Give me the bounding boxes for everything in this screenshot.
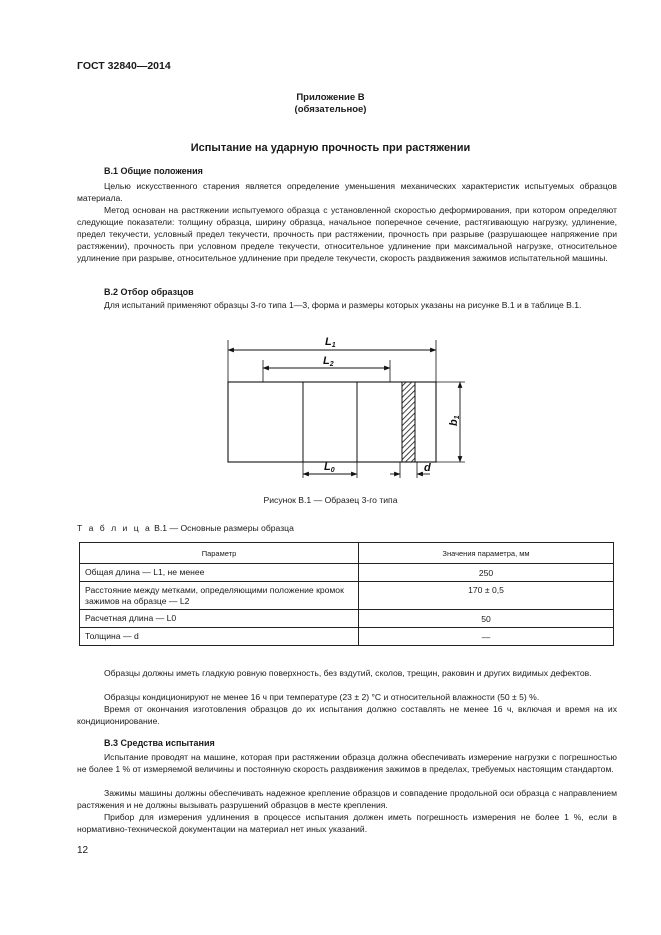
table-cell-value: 170 ± 0,5	[359, 582, 614, 610]
document-header: ГОСТ 32840—2014	[77, 60, 171, 72]
label-d: d	[424, 462, 431, 474]
table-caption-prefix: Т а б л и ц а	[77, 523, 152, 533]
section-b1-paragraph-1: Целью искусственного старения является определение уменьшения механических характеристик испытуемых образцов материала.	[77, 181, 617, 203]
specimen-figure	[220, 330, 470, 490]
dimensions-table	[79, 542, 614, 646]
table-row	[80, 582, 614, 610]
table-header-value: Значения параметра, мм	[359, 543, 614, 564]
section-b2-paragraph-1: Для испытаний применяют образцы 3-го типа 1—3, форма и размеры которых указаны на рисунке В.1 и в таблице В.1.	[104, 300, 582, 310]
label-l0: L0	[324, 461, 335, 474]
section-b3-paragraph-2: Зажимы машины должны обеспечивать надежное крепление образцов и совпадение продольной оси образца с направлением растяжения и не должны вызывать разрушений образцов в месте крепления.	[77, 788, 617, 810]
label-l2: L2	[323, 355, 334, 368]
appendix-status: (обязательное)	[294, 104, 367, 115]
section-b2-heading: В.2 Отбор образцов	[104, 287, 194, 297]
table-caption-text: В.1 — Основные размеры образца	[151, 523, 294, 533]
table-row	[80, 628, 614, 646]
section-b3-paragraph-3: Прибор для измерения удлинения в процессе испытания должен иметь погрешность измерения не более 1 %, если в нормативно-технической документации на материал нет иных указаний.	[77, 812, 617, 834]
section-b1-heading: В.1 Общие положения	[104, 166, 203, 176]
page-number: 12	[77, 845, 89, 856]
table-cell-parameter: Общая длина — L1, не менее	[80, 564, 359, 582]
table-header-row	[80, 543, 614, 564]
table-caption	[77, 523, 294, 533]
table-cell-parameter: Расстояние между метками, определяющими положение кромок зажимов на образце — L2	[80, 582, 359, 610]
section-b2-after-paragraph-3: Время от окончания изготовления образцов до их испытания должно составлять не менее 16 ч, включая и время на их кондиционирование.	[77, 704, 617, 726]
extension-lines	[228, 340, 465, 478]
table-header-parameter: Параметр	[80, 543, 359, 564]
main-title: Испытание на ударную прочность при растяжении	[190, 142, 471, 154]
appendix-heading	[0, 92, 661, 116]
table-cell-parameter: Толщина — d	[80, 628, 359, 646]
table-cell-parameter: Расчетная длина — L0	[80, 610, 359, 628]
table-cell-value: 250	[359, 564, 614, 582]
section-b1-paragraph-2: Метод основан на растяжении испытуемого образца с установленной скоростью деформирования, при котором определяют следующие показатели: толщину образца, ширину образца, начальное поперечное сечение, растягивающую нагрузку, удлинение, предел текучести, условный предел текучести, прочность при растяжении, прочность при разрыве (разрушающее напряжение при растяжении), прочность при условном пределе текучести, относительное удлинение при максимальной нагрузке, относительное удлинение при разрыве, относительное удлинение при пределе текучести, скорость раздвижения зажимов испытательной машины.	[77, 205, 617, 263]
figure-caption: Рисунок В.1 — Образец 3-го типа	[263, 495, 398, 505]
section-b2-after-paragraph-1: Образцы должны иметь гладкую ровную поверхность, без вздутий, сколов, трещин, раковин и других видимых дефектов.	[104, 668, 592, 678]
section-b2-after-paragraph-2: Образцы кондиционируют не менее 16 ч при температуре (23 ± 2) °С и относительной влажности (50 ± 5) %.	[104, 692, 540, 702]
table-cell-value: 50	[359, 610, 614, 628]
label-l1: L1	[325, 336, 336, 349]
section-b3-paragraph-1: Испытание проводят на машине, которая при растяжении образца должна обеспечивать измерение нагрузки с погрешностью не более 1 % от измеряемой величины и постоянную скорость раздвижения зажимов в пределах, требуемых настоящим стандартом.	[77, 752, 617, 774]
thickness-section	[402, 382, 415, 462]
section-b3-heading: В.3 Средства испытания	[104, 738, 215, 748]
table-row	[80, 610, 614, 628]
label-b1: b1	[448, 415, 461, 426]
table-row	[80, 564, 614, 582]
table-cell-value: —	[359, 628, 614, 646]
appendix-title: Приложение В	[296, 92, 365, 103]
